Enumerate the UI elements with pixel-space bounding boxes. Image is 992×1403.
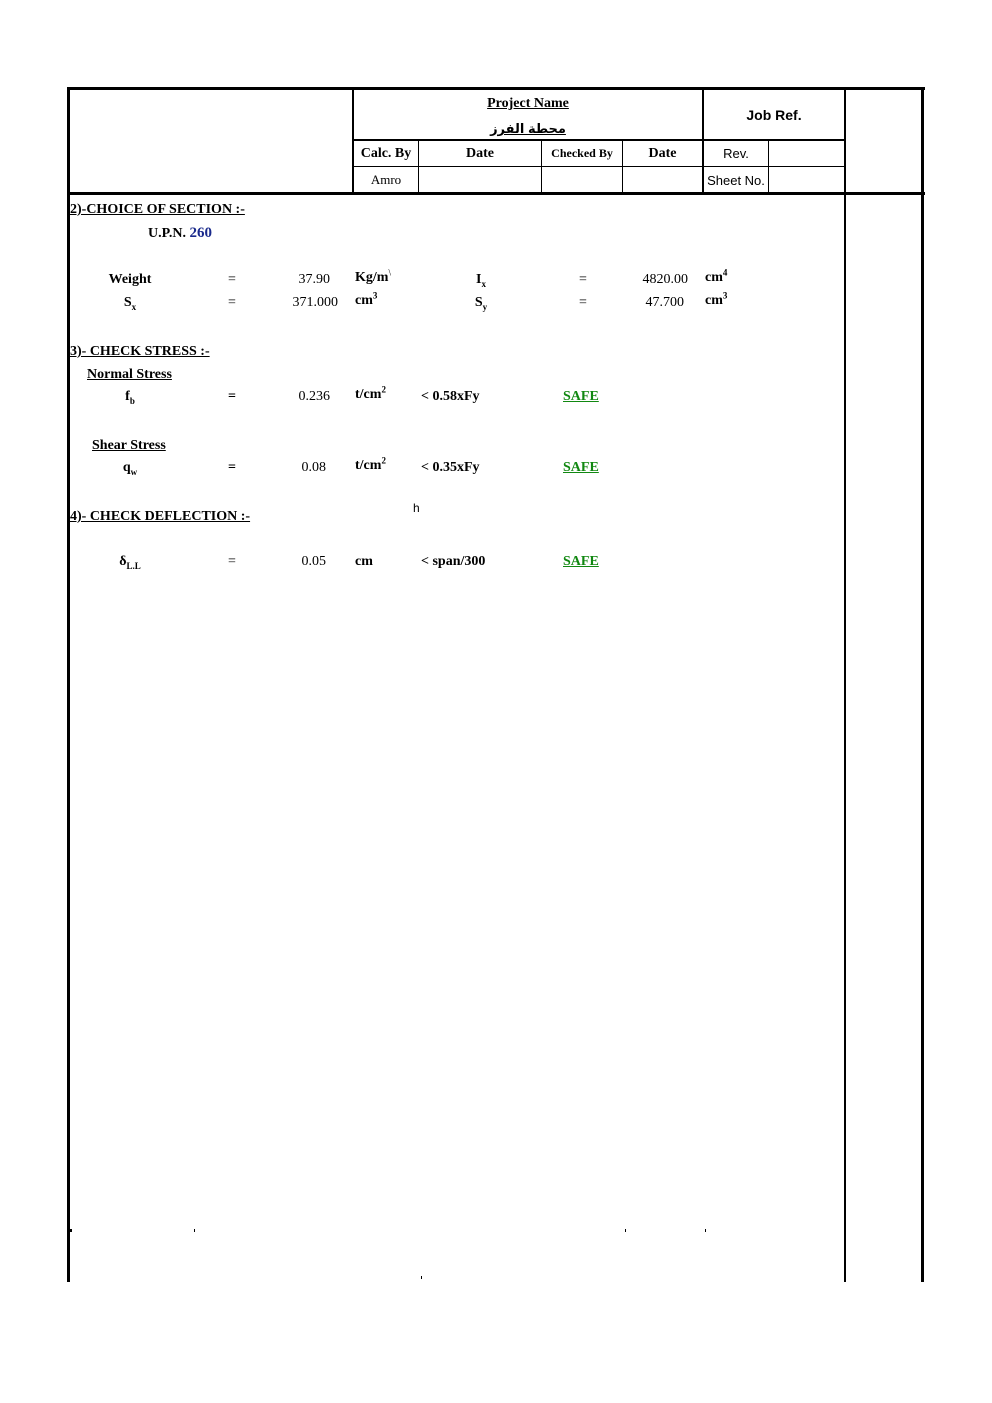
- sx-unit: [355, 290, 378, 309]
- qw-status-badge: SAFE: [563, 460, 599, 475]
- weight-value: 37.90: [298, 272, 330, 287]
- normal-stress-title: Normal Stress: [87, 367, 172, 382]
- weight-eq: =: [228, 272, 236, 287]
- fb-unit-text: t/cm: [355, 387, 382, 402]
- calc-by-label: Calc. By: [360, 145, 412, 161]
- qw-symbol: [115, 460, 145, 476]
- ix-eq: =: [579, 272, 587, 287]
- ix-unit-text: cm: [705, 270, 723, 285]
- sy-value: 47.700: [645, 295, 684, 310]
- qw-unit: [355, 455, 386, 474]
- project-name-value: محطة الفرز: [490, 121, 566, 136]
- shear-stress-title: Shear Stress: [92, 438, 166, 453]
- sy-unit: [705, 290, 728, 309]
- grid-v-6: [768, 140, 769, 193]
- sx-unit-text: cm: [355, 293, 373, 308]
- ix-symbol-text: I: [476, 272, 482, 287]
- margin-column-divider: [844, 87, 846, 1282]
- stray-mark-4: [705, 1229, 706, 1232]
- project-name-label: Project Name: [487, 96, 569, 111]
- weight-unit: [355, 267, 391, 286]
- ix-symbol: [466, 272, 496, 288]
- stray-mark-2: [194, 1229, 195, 1232]
- weight-unit-mark: \: [388, 267, 391, 278]
- profile-label: U.P.N.: [148, 226, 186, 241]
- profile-line: [148, 225, 212, 242]
- stray-mark-1: [70, 1229, 72, 1232]
- stray-h-label: h: [413, 501, 420, 515]
- delta-symbol-text: δ: [119, 554, 127, 569]
- ix-unit: [705, 267, 728, 286]
- delta-symbol-sub: L.L: [126, 560, 141, 571]
- qw-unit-sup: 2: [381, 455, 386, 466]
- fb-limit: < 0.58xFy: [421, 389, 480, 404]
- job-ref-label: Job Ref.: [746, 106, 802, 123]
- sy-symbol-text: S: [474, 295, 483, 310]
- section-3-title: 3)- CHECK STRESS :-: [70, 344, 210, 359]
- section-2-title: 2)-CHOICE OF SECTION :-: [70, 202, 245, 217]
- section-4-title: 4)- CHECK DEFLECTION :-: [70, 509, 251, 524]
- ix-symbol-sub: x: [481, 278, 486, 289]
- sx-symbol: [115, 295, 145, 311]
- qw-unit-text: t/cm: [355, 458, 382, 473]
- profile-value: 260: [189, 225, 212, 241]
- fb-symbol: [115, 389, 145, 405]
- delta-value: 0.05: [301, 554, 326, 569]
- sx-eq: =: [228, 295, 236, 310]
- fb-eq: =: [228, 389, 236, 404]
- fb-unit-sup: 2: [381, 384, 386, 395]
- sx-symbol-text: S: [123, 295, 132, 310]
- weight-label: Weight: [108, 272, 152, 287]
- fb-unit: [355, 384, 386, 403]
- ix-value: 4820.00: [642, 272, 688, 287]
- rev-label: Rev.: [723, 146, 749, 161]
- fb-symbol-sub: b: [129, 395, 135, 406]
- delta-unit: cm: [355, 554, 373, 569]
- frame-left-border: [67, 87, 70, 1282]
- sy-symbol: [466, 295, 496, 311]
- delta-status-badge: SAFE: [563, 554, 599, 569]
- fb-symbol-text: f: [125, 389, 130, 404]
- qw-eq: =: [228, 460, 236, 475]
- qw-symbol-text: q: [122, 460, 131, 475]
- sy-eq: =: [579, 295, 587, 310]
- sx-unit-sup: 3: [372, 290, 378, 301]
- ix-unit-sup: 4: [722, 267, 728, 278]
- date-label-1: Date: [466, 145, 494, 161]
- sy-unit-sup: 3: [722, 290, 728, 301]
- checked-by-label: Checked By: [551, 146, 613, 160]
- qw-symbol-sub: w: [130, 466, 138, 477]
- frame-right-border: [921, 87, 924, 1282]
- stray-mark-3: [625, 1229, 626, 1232]
- header-bottom-border: [67, 192, 925, 195]
- sy-unit-text: cm: [705, 293, 723, 308]
- calc-by-value: Amro: [370, 172, 402, 187]
- qw-value: 0.08: [301, 460, 326, 475]
- qw-limit: < 0.35xFy: [421, 460, 480, 475]
- sx-value: 371.000: [292, 295, 338, 310]
- delta-eq: =: [228, 554, 236, 569]
- delta-limit: < span/300: [421, 554, 486, 569]
- sx-symbol-sub: x: [131, 301, 137, 312]
- fb-value: 0.236: [298, 389, 330, 404]
- weight-unit-text: Kg/m: [355, 270, 389, 285]
- sy-symbol-sub: y: [482, 301, 488, 312]
- delta-symbol: [105, 554, 155, 570]
- grid-h-labels: [352, 166, 845, 167]
- fb-status-badge: SAFE: [563, 389, 599, 404]
- stray-mark-5: [421, 1276, 422, 1279]
- sheet-no-label: Sheet No.: [707, 172, 765, 188]
- date-label-2: Date: [648, 145, 677, 161]
